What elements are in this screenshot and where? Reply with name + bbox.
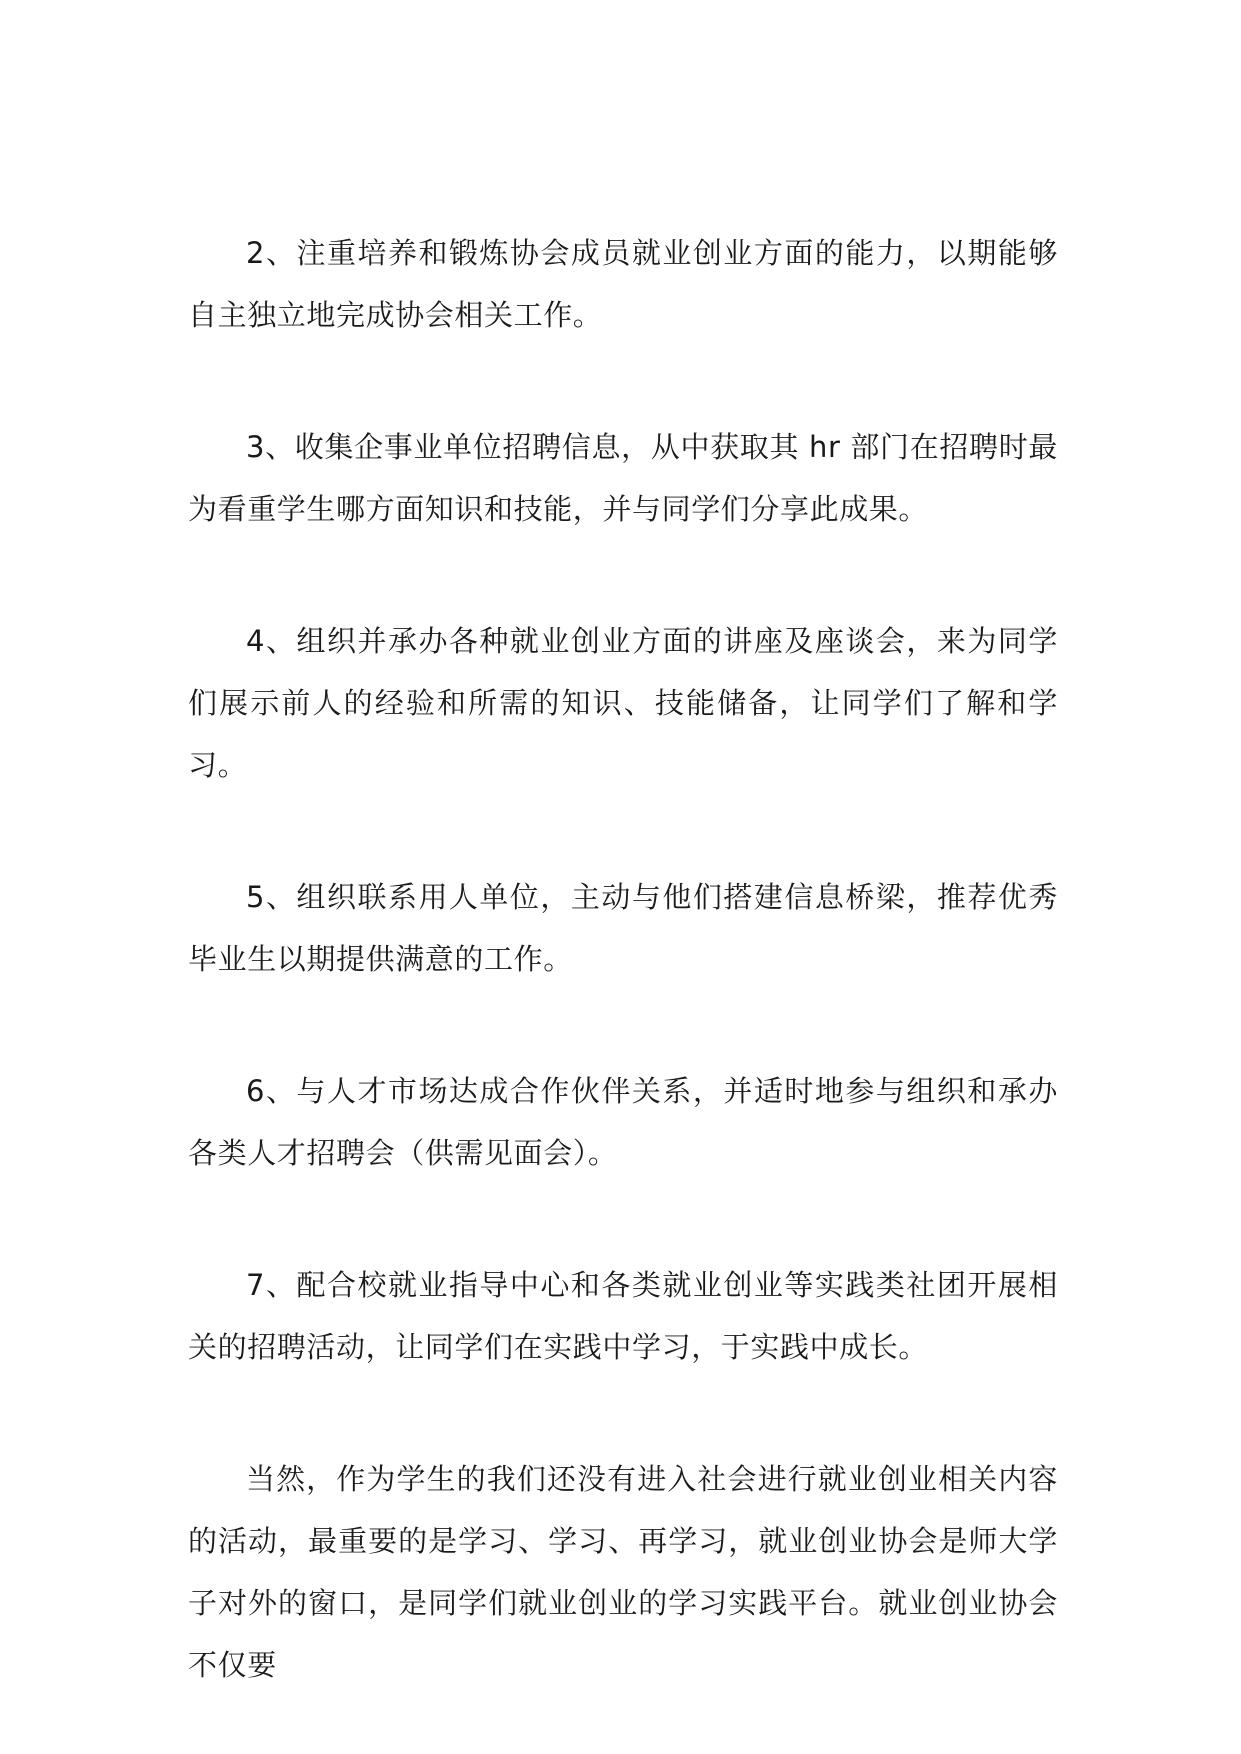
paragraph-item-4: 4、组织并承办各种就业创业方面的讲座及座谈会，来为同学们展示前人的经验和所需的知识、技能储备，让同学们了解和学习。 <box>188 624 1058 782</box>
paragraph-item-5: 5、组织联系用人单位，主动与他们搭建信息桥梁，推荐优秀毕业生以期提供满意的工作。 <box>188 880 1058 976</box>
paragraph-item-7: 7、配合校就业指导中心和各类就业创业等实践类社团开展相关的招聘活动，让同学们在实践中学习，于实践中成长。 <box>188 1268 1058 1364</box>
paragraph-item-3: 3、收集企事业单位招聘信息，从中获取其 hr 部门在招聘时最为看重学生哪方面知识和技能，并与同学们分享此成果。 <box>188 430 1058 526</box>
paragraph-item-2: 2、注重培养和锻炼协会成员就业创业方面的能力，以期能够自主独立地完成协会相关工作。 <box>188 236 1058 332</box>
paragraph-item-6: 6、与人才市场达成合作伙伴关系，并适时地参与组织和承办各类人才招聘会（供需见面会）。 <box>188 1074 1058 1170</box>
document-body <box>188 222 1058 1696</box>
paragraph-conclusion: 当然，作为学生的我们还没有进入社会进行就业创业相关内容的活动，最重要的是学习、学习、再学习，就业创业协会是师大学子对外的窗口，是同学们就业创业的学习实践平台。就业创业协会不仅要 <box>188 1462 1058 1682</box>
